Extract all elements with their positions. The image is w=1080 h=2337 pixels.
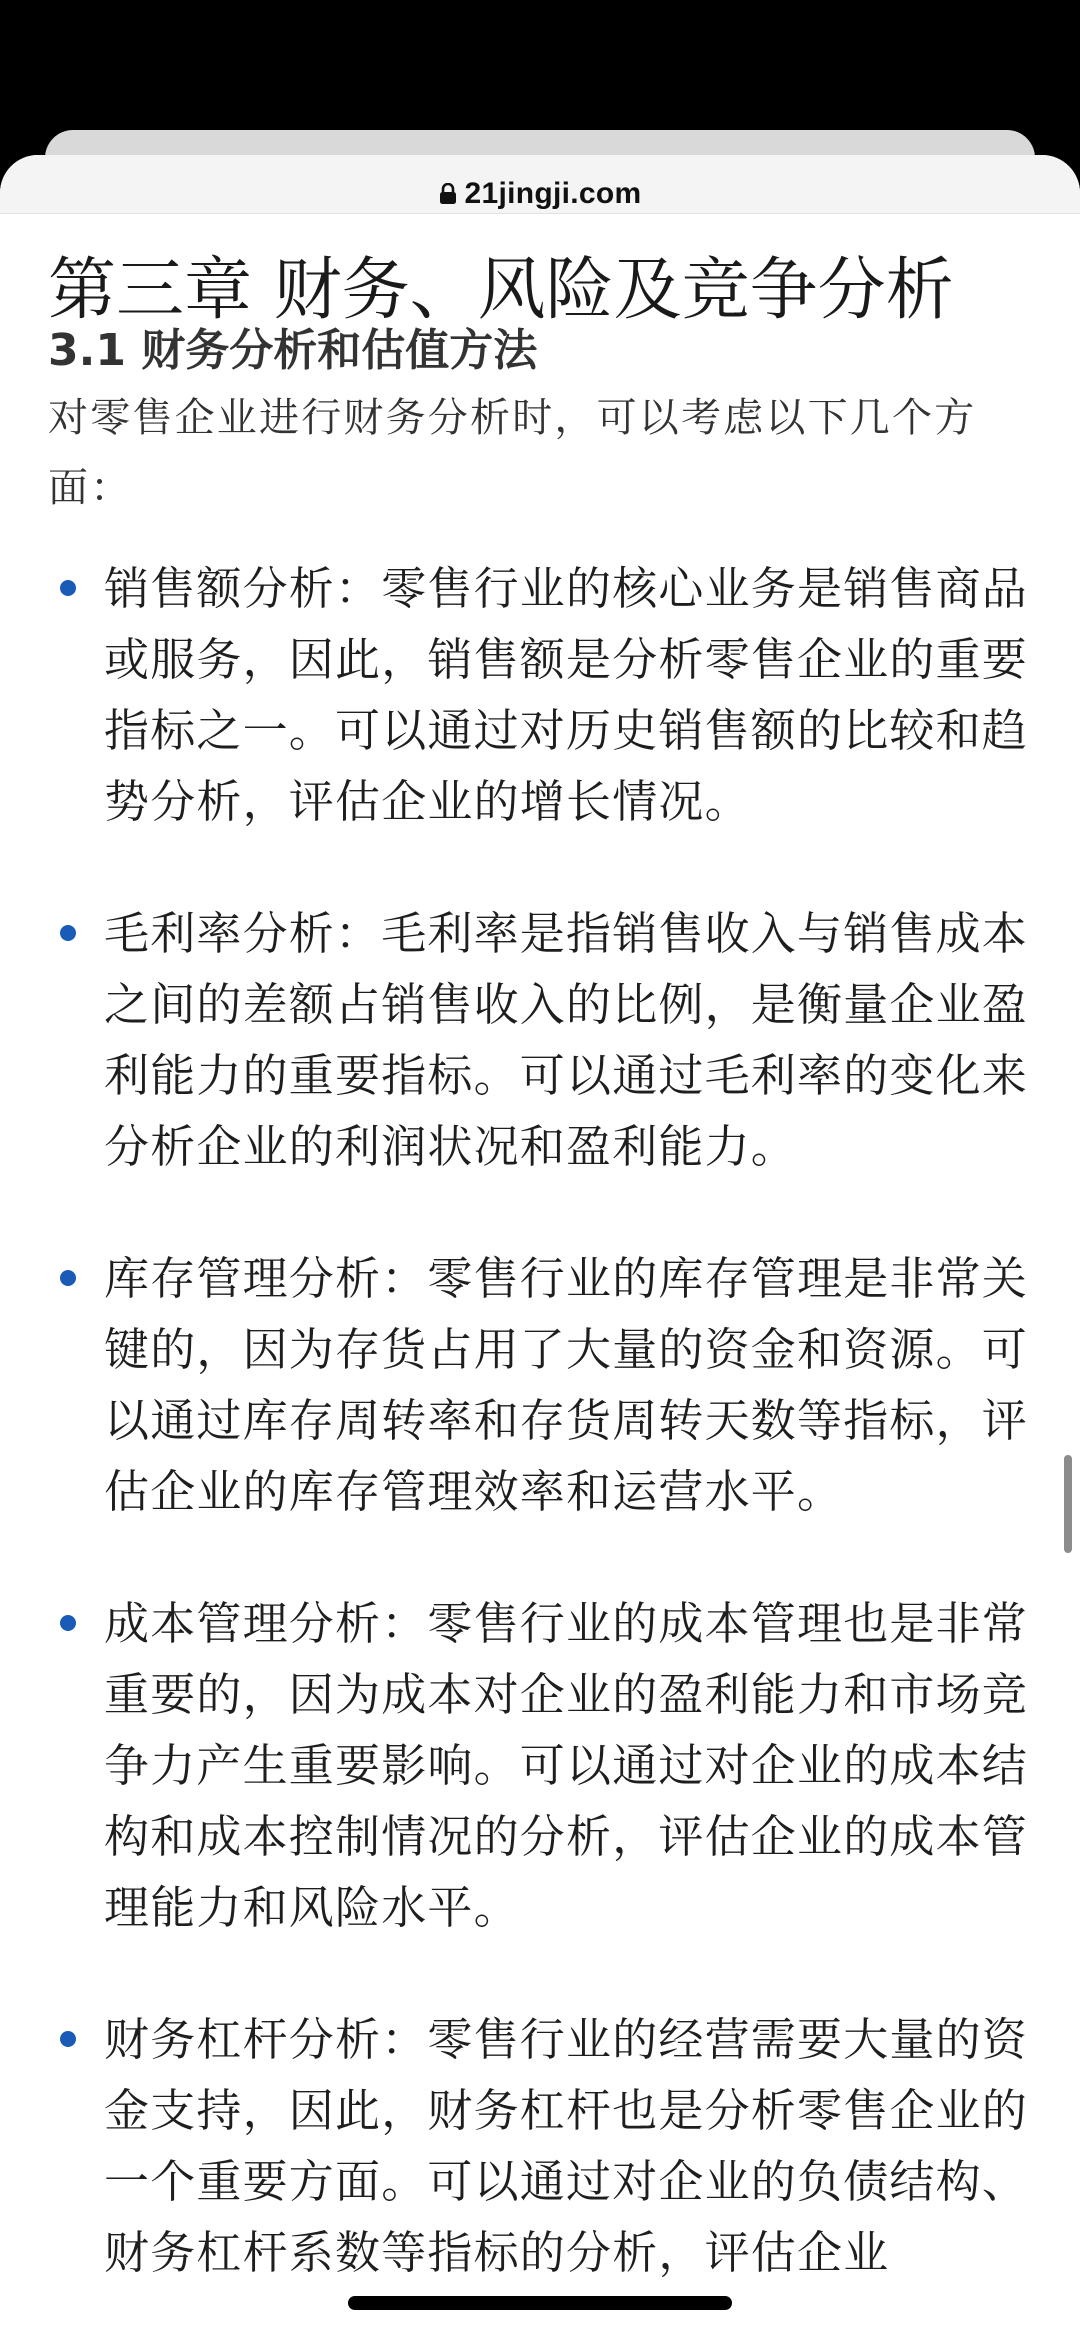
scrollbar[interactable] bbox=[1064, 1455, 1072, 1553]
list-item-text: 毛利率分析：毛利率是指销售收入与销售成本之间的差额占销售收入的比例，是衡量企业盈利能力的重要指标。可以通过毛利率的变化来分析企业的利润状况和盈利能力。 bbox=[104, 907, 1029, 1173]
list-item bbox=[0, 2004, 1034, 2288]
browser-sheet bbox=[0, 155, 1080, 2337]
list-item-text: 销售额分析：零售行业的核心业务是销售商品或服务，因此，销售额是分析零售企业的重要指标之一。可以通过对历史销售额的比较和趋势分析，评估企业的增长情况。 bbox=[104, 562, 1029, 828]
list-item bbox=[0, 1243, 1034, 1527]
address-bar-content[interactable] bbox=[439, 177, 642, 213]
list-item bbox=[0, 1588, 1034, 1943]
url-text[interactable]: 21jingji.com bbox=[464, 177, 642, 210]
list-item-text: 库存管理分析：零售行业的库存管理是非常关键的，因为存货占用了大量的资金和资源。可以通过库存周转率和存货周转天数等指标，评估企业的库存管理效率和运营水平。 bbox=[104, 1252, 1029, 1518]
section-title: 3.1 财务分析和估值方法 bbox=[48, 325, 538, 376]
address-bar[interactable] bbox=[0, 155, 1080, 214]
analysis-list bbox=[0, 553, 1080, 2337]
bullet-dot-icon bbox=[60, 1615, 76, 1631]
list-item-text: 成本管理分析：零售行业的成本管理也是非常重要的，因为成本对企业的盈利能力和市场竞争力产生重要影响。可以通过对企业的成本结构和成本控制情况的分析，评估企业的成本管理能力和风险水平。 bbox=[104, 1597, 1029, 1934]
lock-icon bbox=[439, 183, 457, 205]
list-item bbox=[0, 898, 1034, 1182]
bullet-dot-icon bbox=[60, 580, 76, 596]
list-item bbox=[0, 553, 1034, 837]
chapter-title: 第三章 财务、风险及竞争分析 bbox=[48, 251, 954, 330]
list-item-text: 财务杠杆分析：零售行业的经营需要大量的资金支持，因此，财务杠杆也是分析零售企业的一个重要方面。可以通过对企业的负债结构、财务杠杆系数等指标的分析，评估企业 bbox=[104, 2013, 1029, 2279]
intro-paragraph: 对零售企业进行财务分析时，可以考虑以下几个方面： bbox=[48, 395, 977, 511]
bullet-dot-icon bbox=[60, 1270, 76, 1286]
bullet-dot-icon bbox=[60, 2031, 76, 2047]
home-indicator[interactable] bbox=[348, 2296, 732, 2310]
bullet-dot-icon bbox=[60, 925, 76, 941]
